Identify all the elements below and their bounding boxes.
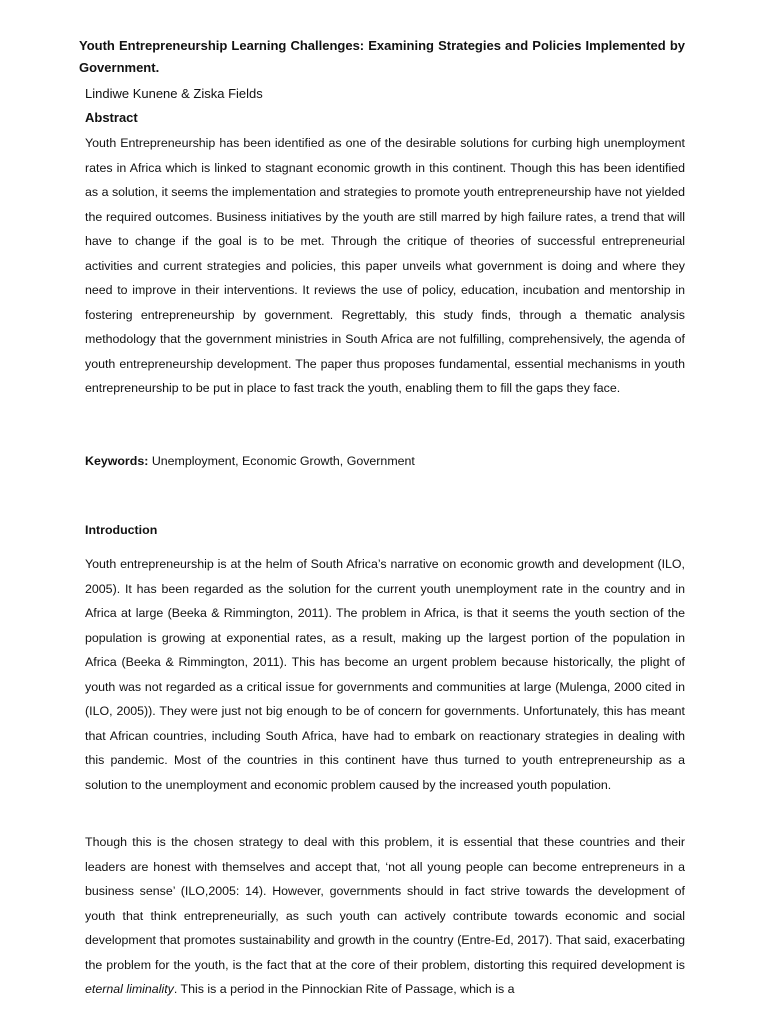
paper-authors: Lindiwe Kunene & Ziska Fields	[85, 86, 263, 101]
introduction-heading: Introduction	[85, 523, 158, 537]
intro-p2-italic-term: eternal liminality	[85, 982, 174, 996]
intro-p2-text-after: . This is a period in the Pinnockian Rite of Passage, which is a	[173, 982, 515, 996]
keywords-label: Keywords:	[85, 454, 149, 468]
intro-p2-text-before: Though this is the chosen strategy to deal with this problem, it is essential that these countries and their leaders are honest with themselves and accept that, ‘not all young people can become entrepreneurs in a business sense’ (ILO,2005: 14). However, governments should in fact strive towards the development of youth that think entrepreneurially, as such youth can actively contribute towards economic and social development that promotes sustainability and growth in the country (Entre-Ed, 2017). That said, exacerbating the problem for the youth, is the fact that at the core of their problem, distorting this required development is	[85, 835, 685, 972]
keywords-line	[85, 451, 415, 471]
introduction-paragraph-1: Youth entrepreneurship is at the helm of South Africa’s narrative on economic growth and development (ILO, 2005). It has been regarded as the solution for the current youth unemployment rate in the country and in Africa at large (Beeka & Rimmington, 2011). The problem in Africa, is that it seems the youth section of the population is growing at exponential rates, as a result, making up the largest portion of the population in Africa (Beeka & Rimmington, 2011). This has become an urgent problem because historically, the plight of youth was not regarded as a critical issue for governments and communities at large (Mulenga, 2000 cited in (ILO, 2005)). They were just not big enough to be of concern for governments. Unfortunately, this has meant that African countries, including South Africa, have had to embark on reactionary strategies in dealing with this pandemic. Most of the countries in this continent have thus turned to youth entrepreneurship as a solution to the unemployment and economic problem caused by the increased youth population.	[85, 557, 685, 792]
abstract-heading: Abstract	[85, 110, 138, 125]
abstract-text: Youth Entrepreneurship has been identified as one of the desirable solutions for curbing high unemployment rates in Africa which is linked to stagnant economic growth in this continent. Though this has been identified as a solution, it seems the implementation and strategies to promote youth entrepreneurship have not yielded the required outcomes. Business initiatives by the youth are still marred by high failure rates, a trend that will have to change if the goal is to be met. Through the critique of theories of successful entrepreneurial activities and current strategies and policies, this paper unveils what government is doing and where they need to improve in their interventions. It reviews the use of policy, education, incubation and mentorship in fostering entrepreneurship by government. Regrettably, this study finds, through a thematic analysis methodology that the government ministries in South Africa are not fulfilling, comprehensively, the agenda of youth entrepreneurship development. The paper thus proposes fundamental, essential mechanisms in youth entrepreneurship to be put in place to fast track the youth, enabling them to fill the gaps they face.	[85, 136, 685, 395]
introduction-paragraph-2	[85, 830, 685, 1002]
paper-title: Youth Entrepreneurship Learning Challenges: Examining Strategies and Policies Implemented by Government.	[79, 38, 685, 75]
keywords-list: Unemployment, Economic Growth, Government	[151, 454, 415, 468]
